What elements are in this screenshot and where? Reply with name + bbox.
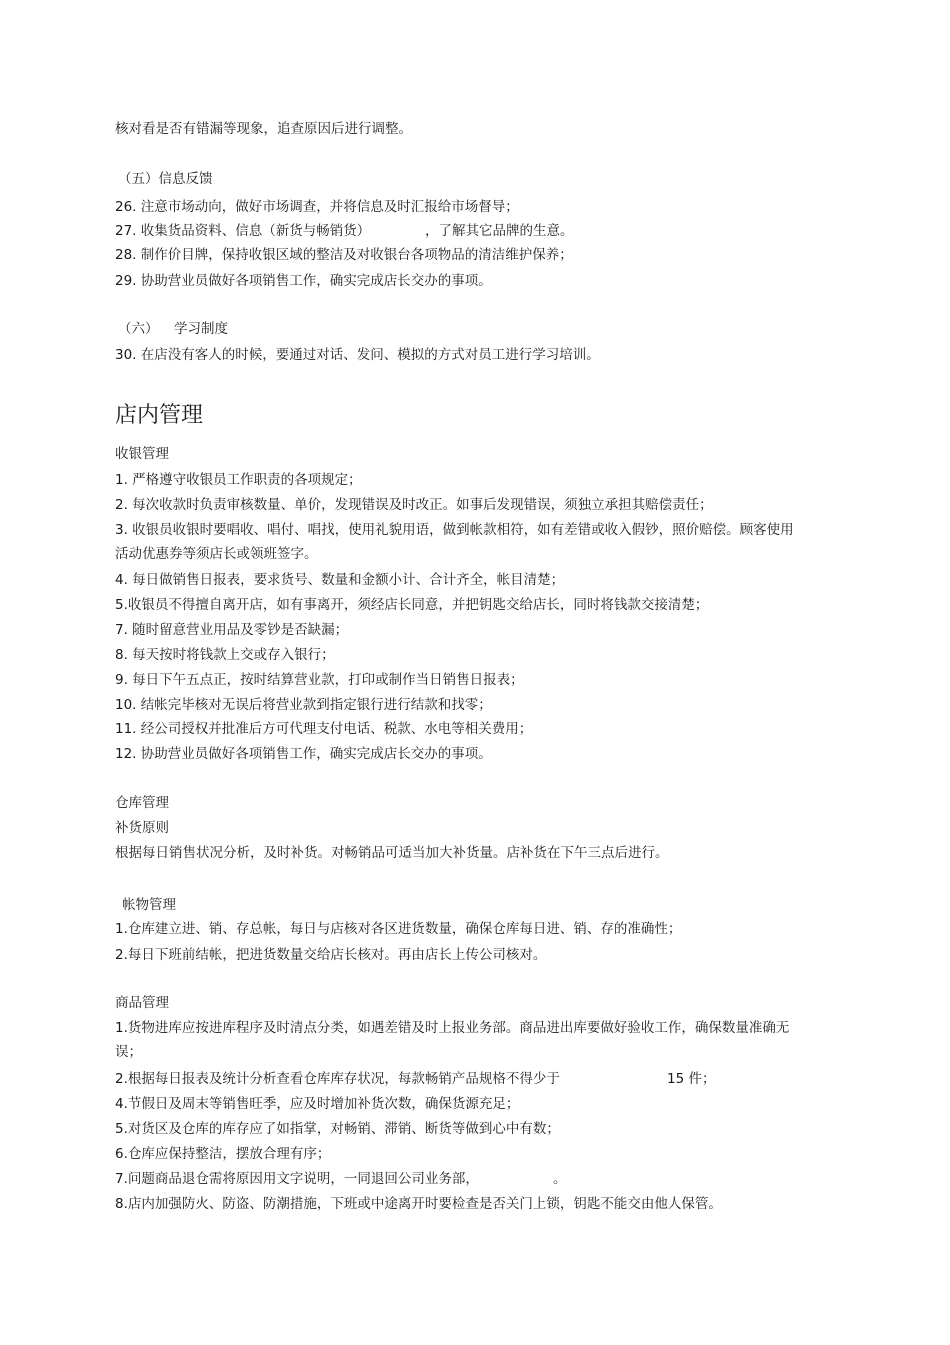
- list-item: 26. 注意市场动向，做好市场调查，并将信息及时汇报给市场督导；: [115, 199, 519, 215]
- warehouse-title: 仓库管理: [115, 795, 169, 811]
- list-item: 9. 每日下午五点正，按时结算营业款，打印或制作当日销售日报表；: [115, 672, 524, 688]
- list-item: 1. 严格遵守收银员工作职责的各项规定；: [115, 472, 362, 488]
- list-item: 5.对货区及仓库的库存应了如指掌，对畅销、滞销、断货等做到心中有数；: [115, 1121, 560, 1137]
- list-item: 7.问题商品退仓需将原因用文字说明，一同退回公司业务部，: [115, 1171, 479, 1187]
- list-item: 2. 每次收款时负责审核数量、单价，发现错误及时改正。如事后发现错误，须独立承担其赔偿责任；: [115, 497, 713, 513]
- list-item: 2.根据每日报表及统计分析查看仓库库存状况，每款畅销产品规格不得少于: [115, 1071, 560, 1087]
- list-item: 6.仓库应保持整洁，摆放合理有序；: [115, 1146, 331, 1162]
- section-heading: 店内管理: [115, 403, 204, 428]
- replenish-text: 根据每日销售状况分析，及时补货。对畅销品可适当加大补货量。店补货在下午三点后进行。: [115, 845, 669, 861]
- section-6-title-prefix: （六）: [118, 321, 159, 337]
- list-item: 1.货物进库应按进库程序及时清点分类，如遇差错及时上报业务部。商品进出库要做好验收工作，确保数量准确无误；: [115, 1020, 790, 1060]
- list-item: 2.每日下班前结帐，把进货数量交给店长核对。再由店长上传公司核对。: [115, 947, 547, 963]
- list-item: 30. 在店没有客人的时候，要通过对话、发问、模拟的方式对员工进行学习培训。: [115, 347, 600, 363]
- list-item: 11. 经公司授权并批准后方可代理支付电话、税款、水电等相关费用；: [115, 721, 533, 737]
- list-item: 3. 收银员收银时要唱收、唱付、唱找，使用礼貌用语，做到帐款相符，如有差错或收入假钞，照价赔偿。顾客使用活动优惠券等须店长或领班签字。: [115, 522, 794, 562]
- list-item: 4.节假日及周末等销售旺季，应及时增加补货次数，确保货源充足；: [115, 1096, 520, 1112]
- list-item: 8.店内加强防火、防盗、防潮措施，下班或中途离开时要检查是否关门上锁，钥匙不能交由他人保管。: [115, 1196, 722, 1212]
- list-item-period: 。: [553, 1171, 567, 1187]
- list-item: 27. 收集货品资料、信息（新货与畅销货）: [115, 223, 371, 239]
- list-item: 7. 随时留意营业用品及零钞是否缺漏；: [115, 622, 349, 638]
- list-item: 28. 制作价目牌，保持收银区域的整洁及对收银台各项物品的清洁维护保养；: [115, 247, 573, 263]
- section-5-title: （五）信息反馈: [118, 171, 213, 187]
- list-item: 8. 每天按时将钱款上交或存入银行；: [115, 647, 335, 663]
- accounts-title: 帐物管理: [122, 897, 176, 913]
- list-item: 10. 结帐完毕核对无误后将营业款到指定银行进行结款和找零；: [115, 697, 492, 713]
- list-item: 12. 协助营业员做好各项销售工作，确实完成店长交办的事项。: [115, 746, 492, 762]
- list-item: 1.仓库建立进、销、存总帐，每日与店核对各区进货数量，确保仓库每日进、销、存的准确性；: [115, 921, 682, 937]
- list-item: 5.收银员不得擅自离开店，如有事离开，须经店长同意，并把钥匙交给店长，同时将钱款交接清楚；: [115, 597, 709, 613]
- replenish-subtitle: 补货原则: [115, 820, 169, 836]
- list-item: 4. 每日做销售日报表，要求货号、数量和金额小计、合计齐全，帐目清楚；: [115, 572, 565, 588]
- list-item: 29. 协助营业员做好各项销售工作，确实完成店长交办的事项。: [115, 273, 492, 289]
- cashier-title: 收银管理: [115, 446, 169, 462]
- continued-paragraph: 核对看是否有错漏等现象，追查原因后进行调整。: [115, 121, 412, 137]
- list-item-quantity: 15 件；: [667, 1071, 716, 1087]
- section-6-title: 学习制度: [174, 321, 228, 337]
- list-item-continuation: ，了解其它品牌的生意。: [425, 223, 574, 239]
- goods-title: 商品管理: [115, 995, 169, 1011]
